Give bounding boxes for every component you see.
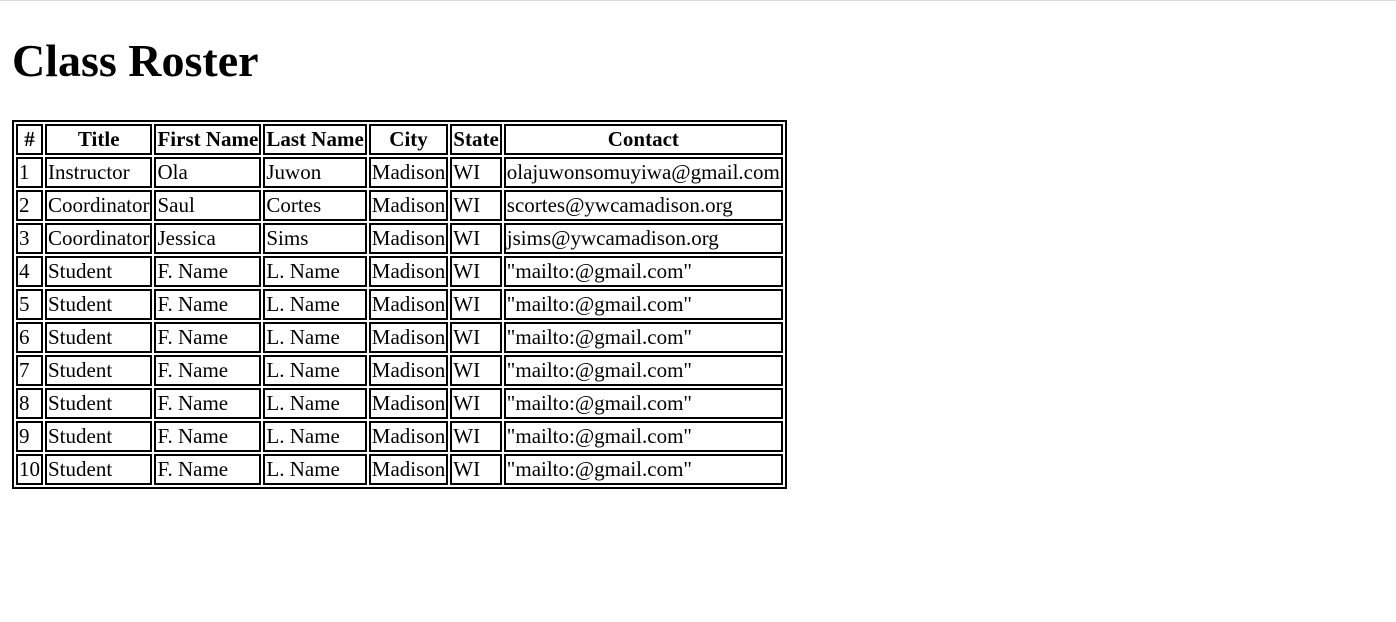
cell-title: Coordinator	[45, 223, 152, 254]
cell-first-name: F. Name	[154, 322, 261, 353]
cell-city: Madison	[369, 388, 449, 419]
column-header-number: #	[16, 124, 43, 155]
cell-contact: "mailto:@gmail.com"	[504, 388, 783, 419]
cell-last-name: L. Name	[263, 322, 366, 353]
column-header-last-name: Last Name	[263, 124, 366, 155]
cell-state: WI	[450, 157, 502, 188]
top-divider	[0, 0, 1396, 1]
cell-first-name: F. Name	[154, 454, 261, 485]
cell-number: 8	[16, 388, 43, 419]
cell-number: 9	[16, 421, 43, 452]
table-row	[16, 157, 783, 188]
cell-first-name: Saul	[154, 190, 261, 221]
cell-title: Student	[45, 421, 152, 452]
column-header-first-name: First Name	[154, 124, 261, 155]
cell-title: Student	[45, 355, 152, 386]
table-row	[16, 256, 783, 287]
cell-state: WI	[450, 289, 502, 320]
cell-city: Madison	[369, 355, 449, 386]
cell-title: Instructor	[45, 157, 152, 188]
table-row	[16, 421, 783, 452]
cell-state: WI	[450, 388, 502, 419]
cell-city: Madison	[369, 289, 449, 320]
cell-contact: scortes@ywcamadison.org	[504, 190, 783, 221]
cell-title: Student	[45, 256, 152, 287]
cell-last-name: L. Name	[263, 289, 366, 320]
cell-number: 6	[16, 322, 43, 353]
cell-contact: olajuwonsomuyiwa@gmail.com	[504, 157, 783, 188]
cell-city: Madison	[369, 454, 449, 485]
cell-city: Madison	[369, 223, 449, 254]
table-row	[16, 388, 783, 419]
cell-first-name: F. Name	[154, 256, 261, 287]
cell-number: 10	[16, 454, 43, 485]
column-header-city: City	[369, 124, 449, 155]
cell-state: WI	[450, 223, 502, 254]
cell-number: 5	[16, 289, 43, 320]
cell-contact: "mailto:@gmail.com"	[504, 454, 783, 485]
cell-first-name: F. Name	[154, 388, 261, 419]
cell-title: Coordinator	[45, 190, 152, 221]
cell-state: WI	[450, 421, 502, 452]
column-header-contact: Contact	[504, 124, 783, 155]
cell-contact: "mailto:@gmail.com"	[504, 355, 783, 386]
cell-city: Madison	[369, 322, 449, 353]
cell-contact: "mailto:@gmail.com"	[504, 256, 783, 287]
cell-first-name: F. Name	[154, 355, 261, 386]
cell-state: WI	[450, 190, 502, 221]
cell-last-name: Sims	[263, 223, 366, 254]
table-row	[16, 454, 783, 485]
cell-first-name: Jessica	[154, 223, 261, 254]
cell-contact: jsims@ywcamadison.org	[504, 223, 783, 254]
cell-last-name: L. Name	[263, 388, 366, 419]
roster-table	[12, 120, 787, 489]
cell-title: Student	[45, 454, 152, 485]
page-title: Class Roster	[12, 35, 259, 86]
cell-last-name: L. Name	[263, 355, 366, 386]
cell-state: WI	[450, 322, 502, 353]
cell-contact: "mailto:@gmail.com"	[504, 289, 783, 320]
table-row	[16, 355, 783, 386]
cell-number: 1	[16, 157, 43, 188]
cell-city: Madison	[369, 190, 449, 221]
cell-number: 2	[16, 190, 43, 221]
cell-last-name: Cortes	[263, 190, 366, 221]
cell-first-name: F. Name	[154, 421, 261, 452]
cell-last-name: L. Name	[263, 421, 366, 452]
header-row	[16, 124, 783, 155]
cell-contact: "mailto:@gmail.com"	[504, 322, 783, 353]
roster-table-header	[16, 124, 783, 155]
cell-first-name: Ola	[154, 157, 261, 188]
column-header-title: Title	[45, 124, 152, 155]
cell-state: WI	[450, 256, 502, 287]
cell-state: WI	[450, 355, 502, 386]
table-row	[16, 190, 783, 221]
cell-last-name: L. Name	[263, 454, 366, 485]
cell-state: WI	[450, 454, 502, 485]
cell-first-name: F. Name	[154, 289, 261, 320]
cell-city: Madison	[369, 157, 449, 188]
cell-title: Student	[45, 289, 152, 320]
cell-number: 7	[16, 355, 43, 386]
table-row	[16, 322, 783, 353]
cell-city: Madison	[369, 421, 449, 452]
roster-table-body	[16, 157, 783, 485]
table-row	[16, 289, 783, 320]
cell-last-name: Juwon	[263, 157, 366, 188]
cell-number: 4	[16, 256, 43, 287]
table-row	[16, 223, 783, 254]
cell-title: Student	[45, 388, 152, 419]
column-header-state: State	[450, 124, 502, 155]
cell-title: Student	[45, 322, 152, 353]
cell-contact: "mailto:@gmail.com"	[504, 421, 783, 452]
cell-number: 3	[16, 223, 43, 254]
cell-city: Madison	[369, 256, 449, 287]
cell-last-name: L. Name	[263, 256, 366, 287]
